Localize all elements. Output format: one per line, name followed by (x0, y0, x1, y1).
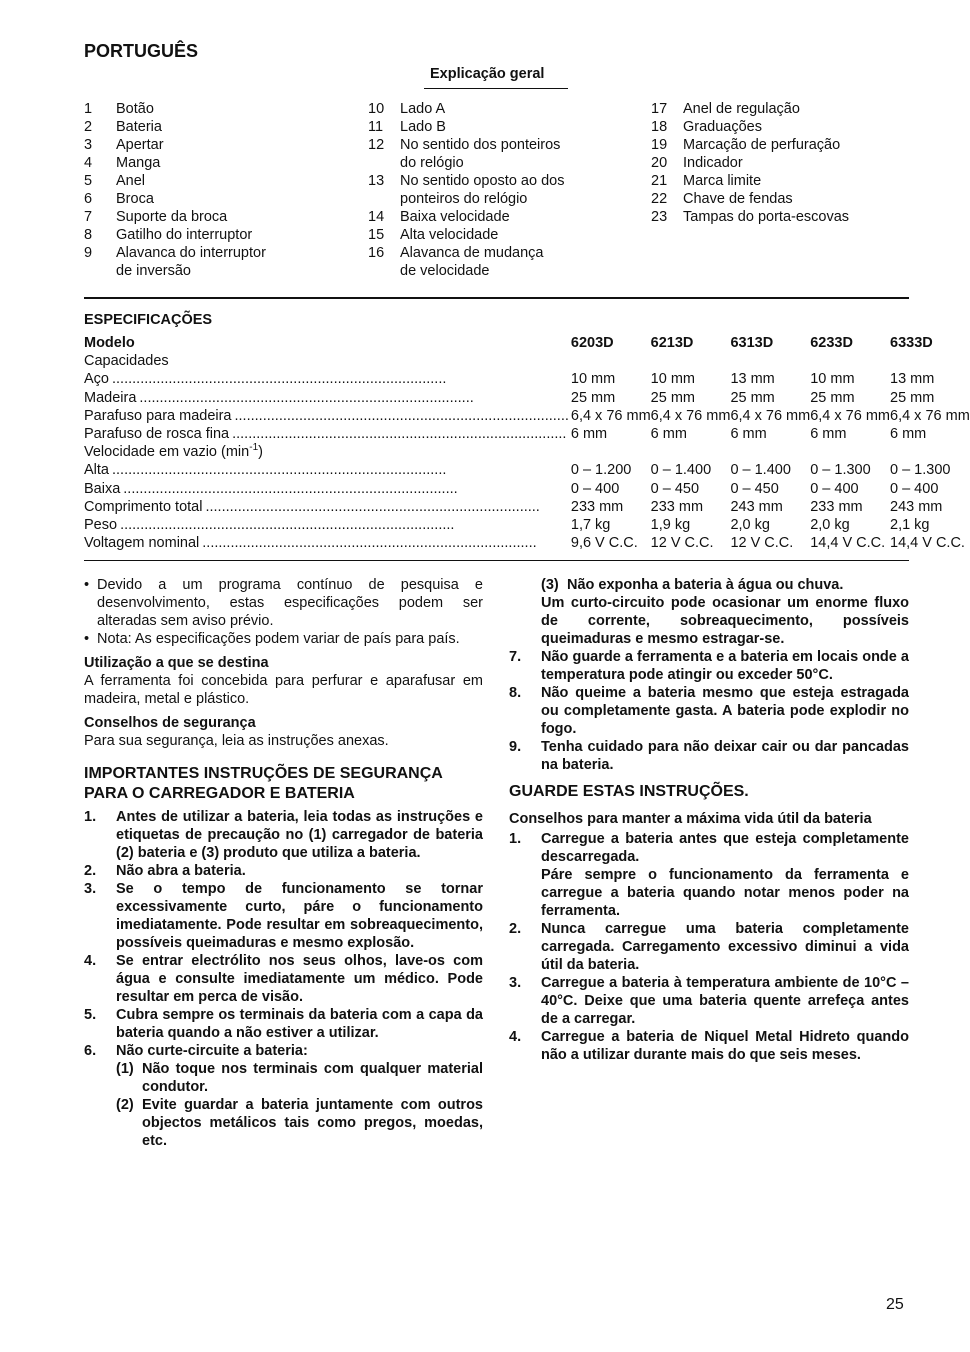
note-bullet: • Nota: As especificações podem variar de país para país. (84, 631, 460, 647)
safety-text: Para sua segurança, leia as instruções anexas. (84, 733, 389, 749)
table-cell: 9,6 V C.C. (570, 535, 638, 552)
table-cell: 25 mm (570, 389, 616, 406)
legend-item: 19 Marcação de perfuração (651, 137, 841, 153)
table-cell: 13 mm (730, 371, 775, 388)
legend-item: 17 Anel de regulação (651, 101, 800, 117)
table-cell: 10 mm (810, 371, 855, 388)
list-item: 1. Antes de utilizar a bateria, leia todas as instruções e etiquetas de precaução no (1) carregador de bateria (2) bateria e (3) produto que utiliza a bateria. (84, 809, 483, 861)
table-cell: 6 mm (890, 425, 927, 442)
model-cell: 6213D (650, 335, 694, 351)
legend-item: 8 Gatilho do interruptor (84, 227, 253, 243)
table-cell: 6 mm (570, 425, 608, 442)
specifications-table (84, 334, 970, 552)
table-cell: 0 – 400 (890, 480, 939, 497)
legend-item: 5 Anel (84, 173, 146, 189)
table-row (84, 334, 970, 352)
model-cell: 6313D (730, 335, 774, 351)
intended-use-title: Utilização a que se destina (84, 655, 269, 671)
model-cell: 6233D (810, 335, 853, 351)
list-item: 2. Não abra a bateria. (84, 863, 246, 879)
table-row (84, 534, 970, 552)
legend-item: 10 Lado A (368, 101, 446, 117)
legend-item: 20 Indicador (651, 155, 743, 171)
table-cell: 6 mm (810, 425, 847, 442)
safety-title: Conselhos de segurança (84, 715, 256, 731)
legend-column-3 (651, 100, 911, 226)
speed-label: Velocidade em vazio $(\min^{-1})$ (84, 442, 263, 461)
table-cell: 0 – 1.200 (570, 462, 632, 479)
table-cell: 10 mm (650, 371, 695, 388)
row-label: Comprimento total ..... (84, 498, 571, 516)
row-label: Parafuso para madeira ..... (84, 407, 571, 425)
legend-item: 9 Alavanca do interruptor de inversão (84, 245, 266, 279)
table-row (84, 443, 970, 461)
note-bullet: • Devido a um programa contínuo de pesquisa e desenvolvimento, estas especificações podem ser alteradas sem aviso prévio. (84, 577, 483, 629)
table-row (84, 407, 970, 425)
important-instructions-title: IMPORTANTES INSTRUÇÕES DE SEGURANÇA PARA O CARREGADOR E BATERIA (84, 765, 443, 802)
list-item: 2. Nunca carregue uma bateria completamente carregada. Carregamento excessivo diminui a vida útil da bateria. (509, 921, 909, 973)
list-item: 4. Carregue a bateria de Niquel Metal Hidreto quando não a utilizar durante mais do que seis meses. (509, 1029, 909, 1063)
row-label: Baixa ..... (84, 480, 571, 498)
legend-item: 21 Marca limite (651, 173, 762, 189)
table-cell: 0 – 1.300 (810, 462, 871, 479)
table-cell: 0 – 1.400 (650, 462, 712, 479)
list-item: 1. Carregue a bateria antes que esteja completamente descarregada. Páre sempre o funcionamento da ferramenta e carregue a bateria quando notar menos poder na ferramenta. (509, 831, 909, 919)
table-cell: 13 mm (890, 371, 935, 388)
table-cell: 25 mm (730, 389, 775, 406)
table-cell: 6,4 x 76 mm (650, 407, 731, 424)
table-cell: 12 V C.C. (730, 535, 794, 552)
list-item: 8. Não queime a bateria mesmo que esteja estragada ou completamente gasta. A bateria pode explodir no fogo. (509, 685, 909, 737)
table-cell: 2,1 kg (890, 516, 930, 533)
table-cell: 243 mm (890, 498, 943, 515)
section-language-title: PORTUGUÊS (84, 41, 199, 61)
sub-list-item: (1) Não toque nos terminais com qualquer material condutor. (116, 1061, 483, 1095)
table-cell: 25 mm (650, 389, 695, 406)
table-cell: 6,4 x 76 mm (890, 407, 970, 424)
table-cell: 2,0 kg (810, 516, 850, 533)
legend-item: 13 No sentido oposto ao dos ponteiros do relógio (368, 173, 565, 207)
table-cell: 0 – 450 (650, 480, 700, 497)
list-item: 9. Tenha cuidado para não deixar cair ou dar pancadas na bateria. (509, 739, 909, 773)
table-row (84, 370, 970, 388)
legend-item: 14 Baixa velocidade (368, 209, 510, 225)
table-cell: 14,4 V C.C. (890, 535, 965, 552)
sub-list-item-continuation: Um curto-circuito pode ocasionar um enorme fluxo de corrente, sobreaquecimento, possíveis queimaduras e mesmo estragar-se. (541, 595, 909, 647)
table-cell: 0 – 400 (810, 480, 859, 497)
table-cell: 1,9 kg (650, 516, 691, 533)
legend-column-2 (368, 100, 638, 280)
table-cell: 1,7 kg (570, 516, 611, 533)
table-cell: 233 mm (650, 498, 704, 515)
table-row (84, 516, 970, 534)
table-cell: 6,4 x 76 mm (810, 407, 890, 424)
table-row (84, 480, 970, 498)
legend-column-1 (84, 100, 354, 280)
table-cell: 6 mm (650, 425, 687, 442)
legend-item: 18 Graduações (651, 119, 762, 135)
table-cell: 0 – 400 (570, 480, 620, 497)
table-row (84, 352, 970, 370)
capacities-label: Capacidades (84, 353, 169, 370)
page-number: 25 (886, 1296, 904, 1313)
row-label: Peso ..... (84, 516, 571, 534)
table-cell: 25 mm (810, 389, 855, 406)
row-label: Madeira ..... (84, 389, 571, 407)
legend-item: 2 Bateria (84, 119, 162, 135)
legend-item: 3 Apertar (84, 137, 164, 153)
list-item: 4. Se entrar electrólito nos seus olhos, lave-os com água e consulte imediatamente um médico. Pode resultar em perca de visão. (84, 953, 483, 1005)
model-cell: 6333D (890, 335, 933, 351)
table-cell: 0 – 1.300 (890, 462, 951, 479)
specifications-title: ESPECIFICAÇÕES (84, 312, 213, 328)
model-label: Modelo (84, 335, 135, 351)
legend-item: 4 Manga (84, 155, 161, 171)
table-cell: 6,4 x 76 mm (730, 407, 811, 424)
divider (84, 297, 909, 299)
legend-item: 22 Chave de fendas (651, 191, 793, 207)
right-column (509, 576, 909, 1064)
table-cell: 25 mm (890, 389, 935, 406)
list-item: 5. Cubra sempre os terminais da bateria com a capa da bateria quando a não estiver a utilizar. (84, 1007, 483, 1041)
explanation-title: Explicação geral (430, 66, 545, 82)
table-row (84, 498, 970, 516)
row-label: Alta ..... (84, 461, 571, 479)
list-item: 3. Carregue a bateria à temperatura ambiente de 10°C – 40°C. Deixe que uma bateria quente arrefeça antes de a carregar. (509, 975, 909, 1027)
divider (84, 560, 909, 561)
table-row (84, 425, 970, 443)
legend-item: 7 Suporte da broca (84, 209, 228, 225)
legend-item: 23 Tampas do porta-escovas (651, 209, 850, 225)
legend-item: 11 Lado B (368, 119, 446, 135)
table-row (84, 389, 970, 407)
table-cell: 14,4 V C.C. (810, 535, 886, 552)
table-row (84, 461, 970, 479)
table-cell: 243 mm (730, 498, 783, 515)
table-cell: 0 – 450 (730, 480, 779, 497)
list-item: 7. Não guarde a ferramenta e a bateria em locais onde a temperatura pode atingir ou exceder 50°C. (509, 649, 909, 683)
list-item: 3. Se o tempo de funcionamento se tornar excessivamente curto, páre o funcionamento imediatamente. Pode resultar em sobreaquecimento, possíveis queimaduras e mesmo explosão. (84, 881, 483, 951)
left-column (84, 576, 483, 1150)
legend-item: 6 Broca (84, 191, 154, 207)
legend-item: 12 No sentido dos ponteiros do relógio (368, 137, 561, 171)
intended-use-text: A ferramenta foi concebida para perfurar e aparafusar em madeira, metal e plástico. (84, 673, 483, 707)
sub-list-item: (3) Não exponha a bateria à água ou chuva. (541, 577, 844, 593)
row-label: Aço ..... (84, 370, 571, 388)
battery-tips-title: Conselhos para manter a máxima vida útil da bateria (509, 811, 872, 827)
legend-item: 16 Alavanca de mudança de velocidade (368, 245, 544, 279)
legend-item: 1 Botão (84, 101, 154, 117)
table-cell: 233 mm (810, 498, 863, 515)
model-cell: 6203D (570, 335, 614, 351)
table-cell: 12 V C.C. (650, 535, 714, 552)
legend-item: 15 Alta velocidade (368, 227, 499, 243)
table-cell: 10 mm (570, 371, 616, 388)
save-instructions-title: GUARDE ESTAS INSTRUÇÕES. (509, 783, 749, 800)
table-cell: 2,0 kg (730, 516, 770, 533)
list-item: 6. Não curte-circuite a bateria: (84, 1043, 308, 1059)
explanation-underline (424, 88, 568, 89)
table-cell: 233 mm (570, 498, 624, 515)
table-cell: 0 – 1.400 (730, 462, 791, 479)
table-cell: 6,4 x 76 mm (570, 407, 651, 424)
table-cell: 6 mm (730, 425, 767, 442)
row-label: Voltagem nominal ..... (84, 534, 571, 552)
row-label: Parafuso de rosca fina ..... (84, 425, 571, 443)
sub-list-item: (2) Evite guardar a bateria juntamente com outros objectos metálicos tais como pregos, moedas, etc. (116, 1097, 483, 1149)
